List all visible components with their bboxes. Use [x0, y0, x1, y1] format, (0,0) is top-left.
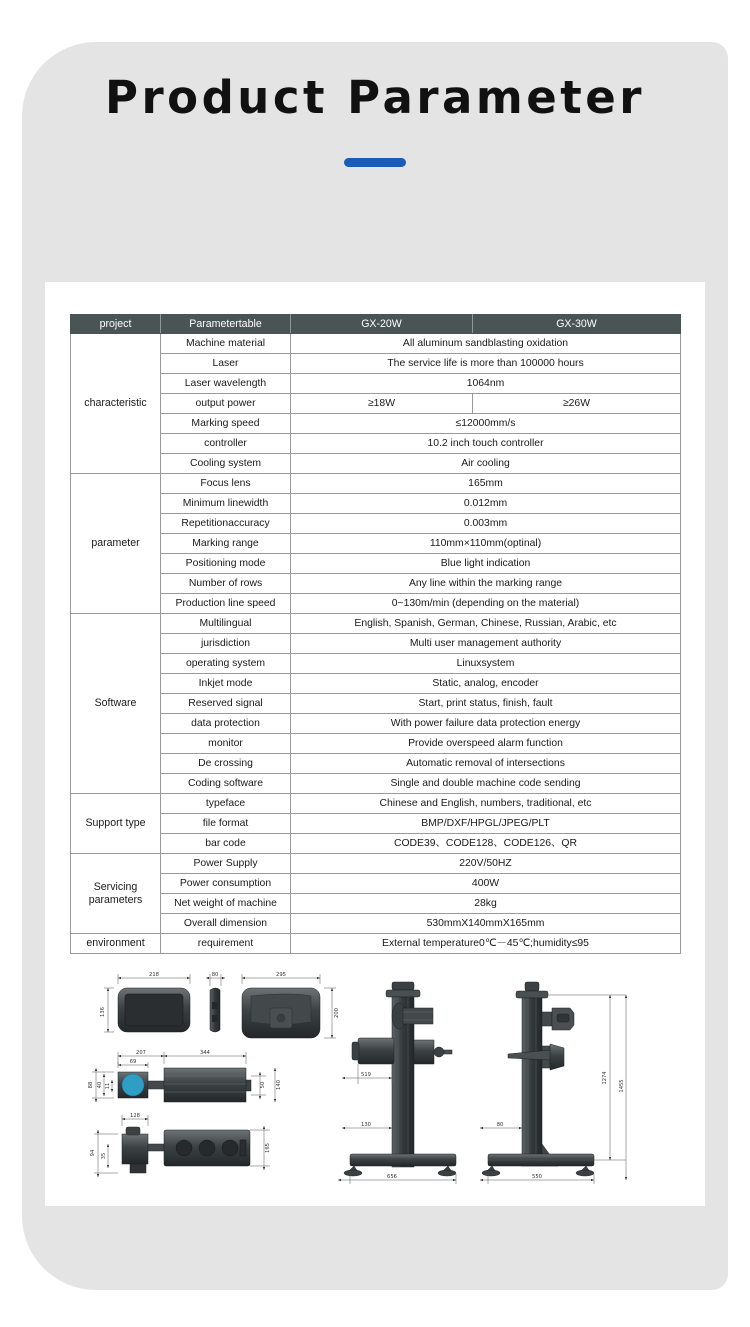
table-row	[71, 374, 681, 394]
row-value: English, Spanish, German, Chinese, Russian, Arabic, etc	[291, 614, 681, 634]
drawing-controller-side	[206, 972, 225, 1032]
svg-text:344: 344	[200, 1050, 210, 1056]
table-row	[71, 434, 681, 454]
svg-text:1274: 1274	[602, 1071, 608, 1085]
specification-table-body	[71, 334, 681, 954]
svg-text:140: 140	[276, 1080, 282, 1090]
content-card	[45, 282, 705, 1206]
row-parameter-label: Minimum linewidth	[161, 494, 291, 514]
row-value: 0.003mm	[291, 514, 681, 534]
table-row	[71, 634, 681, 654]
table-row	[71, 654, 681, 674]
row-parameter-label: output power	[161, 394, 291, 414]
row-parameter-label: Production line speed	[161, 594, 291, 614]
page-title: Product Parameter	[104, 71, 646, 124]
row-value: Start, print status, finish, fault	[291, 694, 681, 714]
table-row	[71, 574, 681, 594]
svg-text:80: 80	[496, 1122, 504, 1128]
row-parameter-label: Laser wavelength	[161, 374, 291, 394]
svg-text:35: 35	[101, 1152, 107, 1160]
column-header-project: project	[71, 315, 161, 334]
row-parameter-label: Overall dimension	[161, 914, 291, 934]
row-parameter-label: Number of rows	[161, 574, 291, 594]
svg-text:519: 519	[361, 1072, 371, 1078]
row-value: Air cooling	[291, 454, 681, 474]
table-row	[71, 614, 681, 634]
drawing-laser-top	[90, 1113, 271, 1177]
column-header-gx30w: GX-30W	[473, 315, 681, 334]
technical-drawings	[70, 968, 680, 1200]
row-value: Any line within the marking range	[291, 574, 681, 594]
row-parameter-label: Repetitionaccuracy	[161, 514, 291, 534]
row-parameter-label: Machine material	[161, 334, 291, 354]
row-parameter-label: Reserved signal	[161, 694, 291, 714]
row-group-label: parameter	[71, 474, 161, 614]
table-row	[71, 754, 681, 774]
row-value-gx30w: ≥26W	[473, 394, 681, 414]
table-row	[71, 934, 681, 954]
row-value-gx20w: ≥18W	[291, 394, 473, 414]
svg-text:88: 88	[88, 1081, 94, 1089]
table-row	[71, 394, 681, 414]
row-parameter-label: Power consumption	[161, 874, 291, 894]
row-value: Blue light indication	[291, 554, 681, 574]
table-row	[71, 854, 681, 874]
table-row	[71, 594, 681, 614]
table-row	[71, 714, 681, 734]
svg-text:218: 218	[149, 972, 159, 978]
row-value: 28kg	[291, 894, 681, 914]
drawing-laser-side	[88, 1050, 282, 1102]
row-value: 110mm×110mm(optinal)	[291, 534, 681, 554]
row-value: 220V/50HZ	[291, 854, 681, 874]
row-value: External temperature0℃－45℃;humidity≤95	[291, 934, 681, 954]
row-value: Linuxsystem	[291, 654, 681, 674]
row-parameter-label: monitor	[161, 734, 291, 754]
row-value: ≤12000mm/s	[291, 414, 681, 434]
row-group-label: Support type	[71, 794, 161, 854]
table-row	[71, 334, 681, 354]
row-value: Multi user management authority	[291, 634, 681, 654]
svg-text:136: 136	[100, 1007, 106, 1017]
row-value: Static, analog, encoder	[291, 674, 681, 694]
svg-text:40: 40	[97, 1081, 103, 1089]
row-parameter-label: Coding software	[161, 774, 291, 794]
table-row	[71, 674, 681, 694]
svg-text:130: 130	[361, 1122, 371, 1128]
row-group-label: characteristic	[71, 334, 161, 474]
row-parameter-label: Power Supply	[161, 854, 291, 874]
row-value: All aluminum sandblasting oxidation	[291, 334, 681, 354]
row-group-label: environment	[71, 934, 161, 954]
row-parameter-label: Positioning mode	[161, 554, 291, 574]
table-row	[71, 454, 681, 474]
row-parameter-label: Inkjet mode	[161, 674, 291, 694]
row-parameter-label: Laser	[161, 354, 291, 374]
row-value: 400W	[291, 874, 681, 894]
svg-text:128: 128	[130, 1113, 140, 1119]
specification-table	[70, 314, 681, 954]
table-row	[71, 734, 681, 754]
table-row	[71, 894, 681, 914]
row-parameter-label: Marking speed	[161, 414, 291, 434]
svg-text:207: 207	[136, 1050, 146, 1056]
table-row	[71, 914, 681, 934]
table-row	[71, 874, 681, 894]
row-value: 1064nm	[291, 374, 681, 394]
row-parameter-label: controller	[161, 434, 291, 454]
row-value: BMP/DXF/HPGL/JPEG/PLT	[291, 814, 681, 834]
svg-text:11: 11	[105, 1082, 111, 1090]
row-parameter-label: Focus lens	[161, 474, 291, 494]
row-value: CODE39、CODE128、CODE126、QR	[291, 834, 681, 854]
row-value: Single and double machine code sending	[291, 774, 681, 794]
row-value: 165mm	[291, 474, 681, 494]
drawing-controller-back	[242, 972, 340, 1038]
row-parameter-label: Net weight of machine	[161, 894, 291, 914]
row-value: The service life is more than 100000 hours	[291, 354, 681, 374]
svg-text:550: 550	[532, 1174, 542, 1180]
row-parameter-label: operating system	[161, 654, 291, 674]
row-parameter-label: bar code	[161, 834, 291, 854]
row-parameter-label: De crossing	[161, 754, 291, 774]
row-group-label: Software	[71, 614, 161, 794]
svg-text:656: 656	[387, 1174, 397, 1180]
drawing-stand-side	[480, 982, 626, 1184]
column-header-parametertable: Parametertable	[161, 315, 291, 334]
row-parameter-label: Marking range	[161, 534, 291, 554]
table-row	[71, 794, 681, 814]
column-header-gx20w: GX-20W	[291, 315, 473, 334]
row-value: 10.2 inch touch controller	[291, 434, 681, 454]
table-row	[71, 354, 681, 374]
row-value: Automatic removal of intersections	[291, 754, 681, 774]
row-parameter-label: typeface	[161, 794, 291, 814]
svg-text:200: 200	[334, 1008, 340, 1018]
row-group-label: Servicing parameters	[71, 854, 161, 934]
svg-text:50: 50	[260, 1081, 266, 1089]
row-value: 0~130m/min (depending on the material)	[291, 594, 681, 614]
row-parameter-label: file format	[161, 814, 291, 834]
table-row	[71, 474, 681, 494]
svg-text:94: 94	[90, 1149, 96, 1157]
table-header-row	[71, 315, 681, 334]
title-accent-bar	[344, 158, 406, 167]
row-parameter-label: Multilingual	[161, 614, 291, 634]
row-value: 530mmX140mmX165mm	[291, 914, 681, 934]
row-value: Provide overspeed alarm function	[291, 734, 681, 754]
table-row	[71, 694, 681, 714]
table-row	[71, 534, 681, 554]
svg-text:295: 295	[276, 972, 286, 978]
table-row	[71, 774, 681, 794]
row-parameter-label: requirement	[161, 934, 291, 954]
svg-text:69: 69	[129, 1059, 137, 1065]
title-block	[22, 60, 728, 167]
table-row	[71, 494, 681, 514]
drawing-controller-front	[100, 972, 190, 1032]
row-value: Chinese and English, numbers, traditional, etc	[291, 794, 681, 814]
table-row	[71, 554, 681, 574]
svg-text:80: 80	[211, 972, 219, 978]
svg-text:1455: 1455	[619, 1079, 625, 1093]
drawing-stand-front	[338, 982, 456, 1184]
table-row	[71, 814, 681, 834]
table-row	[71, 834, 681, 854]
table-row	[71, 414, 681, 434]
row-parameter-label: Cooling system	[161, 454, 291, 474]
svg-text:165: 165	[265, 1143, 271, 1153]
row-parameter-label: jurisdiction	[161, 634, 291, 654]
row-value: With power failure data protection energy	[291, 714, 681, 734]
table-row	[71, 514, 681, 534]
row-parameter-label: data protection	[161, 714, 291, 734]
row-value: 0.012mm	[291, 494, 681, 514]
